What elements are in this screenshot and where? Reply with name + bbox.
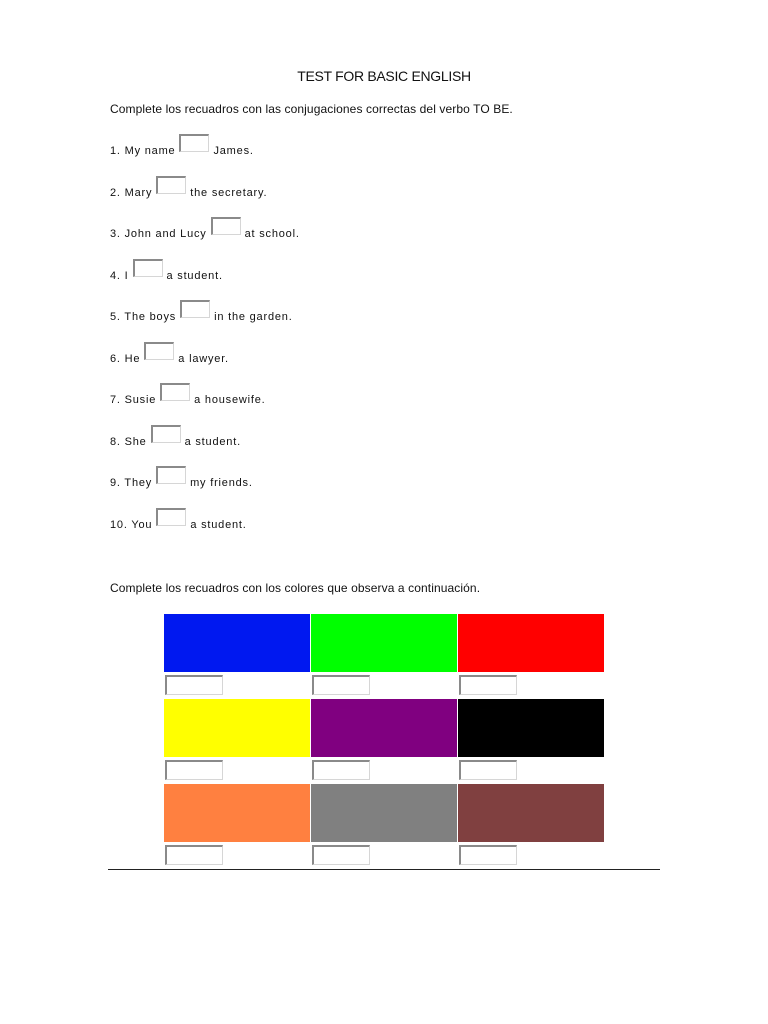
color-answer-input[interactable] bbox=[459, 760, 517, 780]
color-row bbox=[164, 784, 605, 869]
question-item bbox=[110, 176, 670, 218]
question-item bbox=[110, 259, 670, 301]
bottom-divider bbox=[108, 869, 660, 870]
question-item bbox=[110, 217, 670, 259]
question-suffix: my friends. bbox=[190, 477, 253, 489]
color-answer-input[interactable] bbox=[165, 845, 223, 865]
color-swatch bbox=[458, 614, 604, 672]
question-suffix: a student. bbox=[166, 269, 223, 282]
answer-box[interactable] bbox=[156, 176, 186, 194]
question-item bbox=[110, 134, 670, 176]
color-cell bbox=[311, 614, 458, 699]
color-answer-input[interactable] bbox=[165, 760, 223, 780]
color-cell bbox=[311, 699, 458, 784]
question-prefix: 2. Mary bbox=[110, 186, 153, 199]
color-swatch-grid bbox=[164, 614, 605, 869]
color-cell bbox=[458, 614, 605, 699]
color-swatch bbox=[164, 784, 310, 842]
answer-box[interactable] bbox=[151, 425, 181, 443]
color-answer-input[interactable] bbox=[312, 760, 370, 780]
question-prefix: 4. I bbox=[110, 269, 129, 282]
color-answer-input[interactable] bbox=[165, 675, 223, 695]
question-suffix: James. bbox=[213, 145, 254, 157]
question-prefix: 5. The boys bbox=[110, 311, 177, 323]
question-suffix: in the garden. bbox=[214, 311, 293, 323]
question-item bbox=[110, 425, 670, 467]
question-prefix: 6. He bbox=[110, 352, 141, 365]
question-suffix: a lawyer. bbox=[178, 352, 229, 365]
color-cell bbox=[164, 699, 311, 784]
color-cell bbox=[458, 784, 605, 869]
question-item bbox=[110, 508, 670, 550]
color-row bbox=[164, 699, 605, 784]
question-suffix: a housewife. bbox=[194, 394, 266, 406]
question-prefix: 7. Susie bbox=[110, 394, 157, 406]
color-row bbox=[164, 614, 605, 699]
question-suffix: a student. bbox=[190, 518, 247, 531]
color-answer-input[interactable] bbox=[459, 675, 517, 695]
answer-box[interactable] bbox=[144, 342, 174, 360]
answer-box[interactable] bbox=[211, 217, 241, 235]
answer-box[interactable] bbox=[179, 134, 209, 152]
color-cell bbox=[311, 784, 458, 869]
question-item bbox=[110, 342, 670, 384]
answer-box[interactable] bbox=[156, 508, 186, 526]
verb-to-be-instruction: Complete los recuadros con las conjugaciones correctas del verbo TO BE. bbox=[110, 102, 513, 116]
question-prefix: 3. John and Lucy bbox=[110, 228, 207, 240]
question-item bbox=[110, 383, 670, 425]
question-suffix: at school. bbox=[244, 228, 300, 240]
colors-instruction: Complete los recuadros con los colores que observa a continuación. bbox=[110, 581, 481, 595]
color-swatch bbox=[164, 614, 310, 672]
question-suffix: the secretary. bbox=[190, 186, 268, 199]
color-cell bbox=[458, 699, 605, 784]
color-swatch bbox=[311, 614, 457, 672]
color-swatch bbox=[164, 699, 310, 757]
color-cell bbox=[164, 784, 311, 869]
answer-box[interactable] bbox=[160, 383, 190, 401]
color-swatch bbox=[458, 699, 604, 757]
color-answer-input[interactable] bbox=[312, 675, 370, 695]
color-swatch bbox=[311, 784, 457, 842]
answer-box[interactable] bbox=[156, 466, 186, 484]
question-prefix: 10. You bbox=[110, 518, 153, 531]
color-cell bbox=[164, 614, 311, 699]
answer-box[interactable] bbox=[133, 259, 163, 277]
question-item bbox=[110, 466, 670, 508]
question-list bbox=[110, 134, 670, 549]
question-prefix: 8. She bbox=[110, 435, 147, 448]
question-prefix: 9. They bbox=[110, 477, 153, 489]
question-suffix: a student. bbox=[184, 435, 241, 448]
question-prefix: 1. My name bbox=[110, 145, 176, 157]
color-swatch bbox=[311, 699, 457, 757]
color-answer-input[interactable] bbox=[312, 845, 370, 865]
question-item bbox=[110, 300, 670, 342]
answer-box[interactable] bbox=[180, 300, 210, 318]
page-title: TEST FOR BASIC ENGLISH bbox=[297, 68, 471, 84]
color-answer-input[interactable] bbox=[459, 845, 517, 865]
color-swatch bbox=[458, 784, 604, 842]
